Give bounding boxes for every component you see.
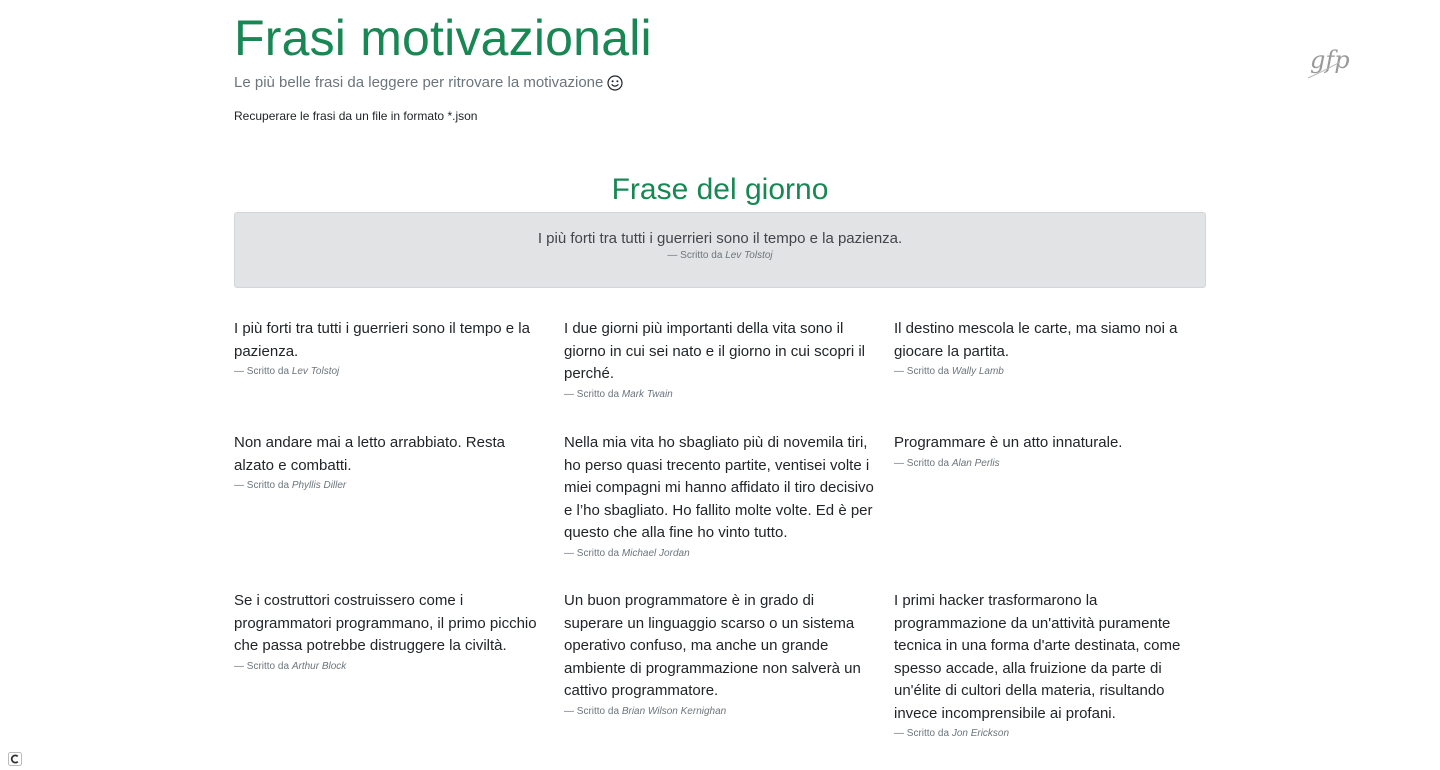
quote-author xyxy=(234,364,546,379)
author-prefix: — Scritto da xyxy=(667,250,723,261)
quote-text: I più forti tra tutti i guerrieri sono il tempo e la pazienza. xyxy=(234,320,530,360)
quote-author xyxy=(894,456,1206,471)
author-prefix: — Scritto da xyxy=(234,480,290,491)
author-name: Phyllis Diller xyxy=(291,480,347,491)
quote-card xyxy=(564,590,876,719)
author-prefix: — Scritto da xyxy=(894,728,950,739)
daily-quote-title: Frase del giorno xyxy=(611,173,829,206)
main-container xyxy=(234,0,1206,739)
author-prefix: — Scritto da xyxy=(564,388,620,400)
quote-card xyxy=(234,432,546,493)
quote-card xyxy=(234,318,546,379)
quote-text: Il destino mescola le carte, ma siamo noi a giocare la partita. xyxy=(894,320,1178,360)
quote-card xyxy=(894,432,1206,471)
author-name: Arthur Block xyxy=(291,660,347,672)
page-subtitle xyxy=(234,72,1206,94)
author-prefix: — Scritto da xyxy=(234,366,290,377)
quote-author xyxy=(564,704,876,719)
c-icon[interactable] xyxy=(8,752,22,766)
author-name: Mark Twain xyxy=(621,388,673,400)
author-prefix: — Scritto da xyxy=(564,547,620,559)
author-name: Lev Tolstoj xyxy=(291,366,340,377)
quote-text: Non andare mai a letto arrabbiato. Resta alzato e combatti. xyxy=(234,434,505,474)
quote-text: Un buon programmatore è in grado di superare un linguaggio scarso o un sistema operativo confuso, ma anche un grande ambiente di programmazione non salverà un cattivo programmatore. xyxy=(564,592,861,699)
page-title: Frasi motivazionali xyxy=(234,10,652,66)
author-name: Michael Jordan xyxy=(621,547,690,559)
quote-card xyxy=(234,590,546,674)
quote-author xyxy=(564,546,876,561)
quote-author xyxy=(894,364,1206,379)
quote-card xyxy=(894,590,1206,741)
author-prefix: — Scritto da xyxy=(564,705,620,717)
quote-card xyxy=(564,432,876,561)
quote-text: I primi hacker trasformarono la programmazione da un'attività puramente tecnica in una forma d'arte destinata, come spesso accade, alla fruizione da parte di un'élite di cultori della materia, risultando invece incomprensibile ai profani. xyxy=(894,592,1181,722)
daily-quote-text: I più forti tra tutti i guerrieri sono il tempo e la pazienza. xyxy=(537,230,903,247)
gfp-logo xyxy=(1306,40,1360,82)
load-json-link[interactable]: Recuperare le frasi da un file in formato *.json xyxy=(234,109,478,123)
logo-text: gfp xyxy=(1310,46,1350,74)
author-name: Alan Perlis xyxy=(951,457,1000,469)
daily-quote-box xyxy=(234,212,1206,288)
author-name: Jon Erickson xyxy=(951,728,1010,739)
author-name: Wally Lamb xyxy=(951,366,1004,377)
quote-author xyxy=(894,726,1206,741)
author-prefix: — Scritto da xyxy=(894,457,950,469)
quote-author xyxy=(564,387,876,402)
quote-author xyxy=(234,478,546,493)
daily-quote-author xyxy=(235,249,1205,263)
quote-text: Programmare è un atto innaturale. xyxy=(894,434,1123,451)
author-prefix: — Scritto da xyxy=(234,660,290,672)
quote-card xyxy=(564,318,876,402)
quote-text: Se i costruttori costruissero come i programmatori programmano, il primo picchio che passa potrebbe distruggere la civiltà. xyxy=(234,592,537,654)
author-prefix: — Scritto da xyxy=(894,366,950,377)
subtitle-text: Le più belle frasi da leggere per ritrovare la motivazione xyxy=(234,74,604,91)
quote-text: Nella mia vita ho sbagliato più di novemila tiri, ho perso quasi trecento partite, ventisei volte i miei compagni mi hanno affidato il tiro decisivo e l’ho sbagliato. Ho fallito molte volte. Ed è per questo che alla fine ho vinto tutto. xyxy=(564,434,874,541)
quote-author xyxy=(234,659,546,674)
quote-card xyxy=(894,318,1206,379)
smile-icon xyxy=(607,75,623,91)
author-name: Lev Tolstoj xyxy=(725,250,773,261)
quote-text: I due giorni più importanti della vita sono il giorno in cui sei nato e il giorno in cui scopri il perché. xyxy=(564,320,865,382)
author-name: Brian Wilson Kernighan xyxy=(621,705,727,717)
